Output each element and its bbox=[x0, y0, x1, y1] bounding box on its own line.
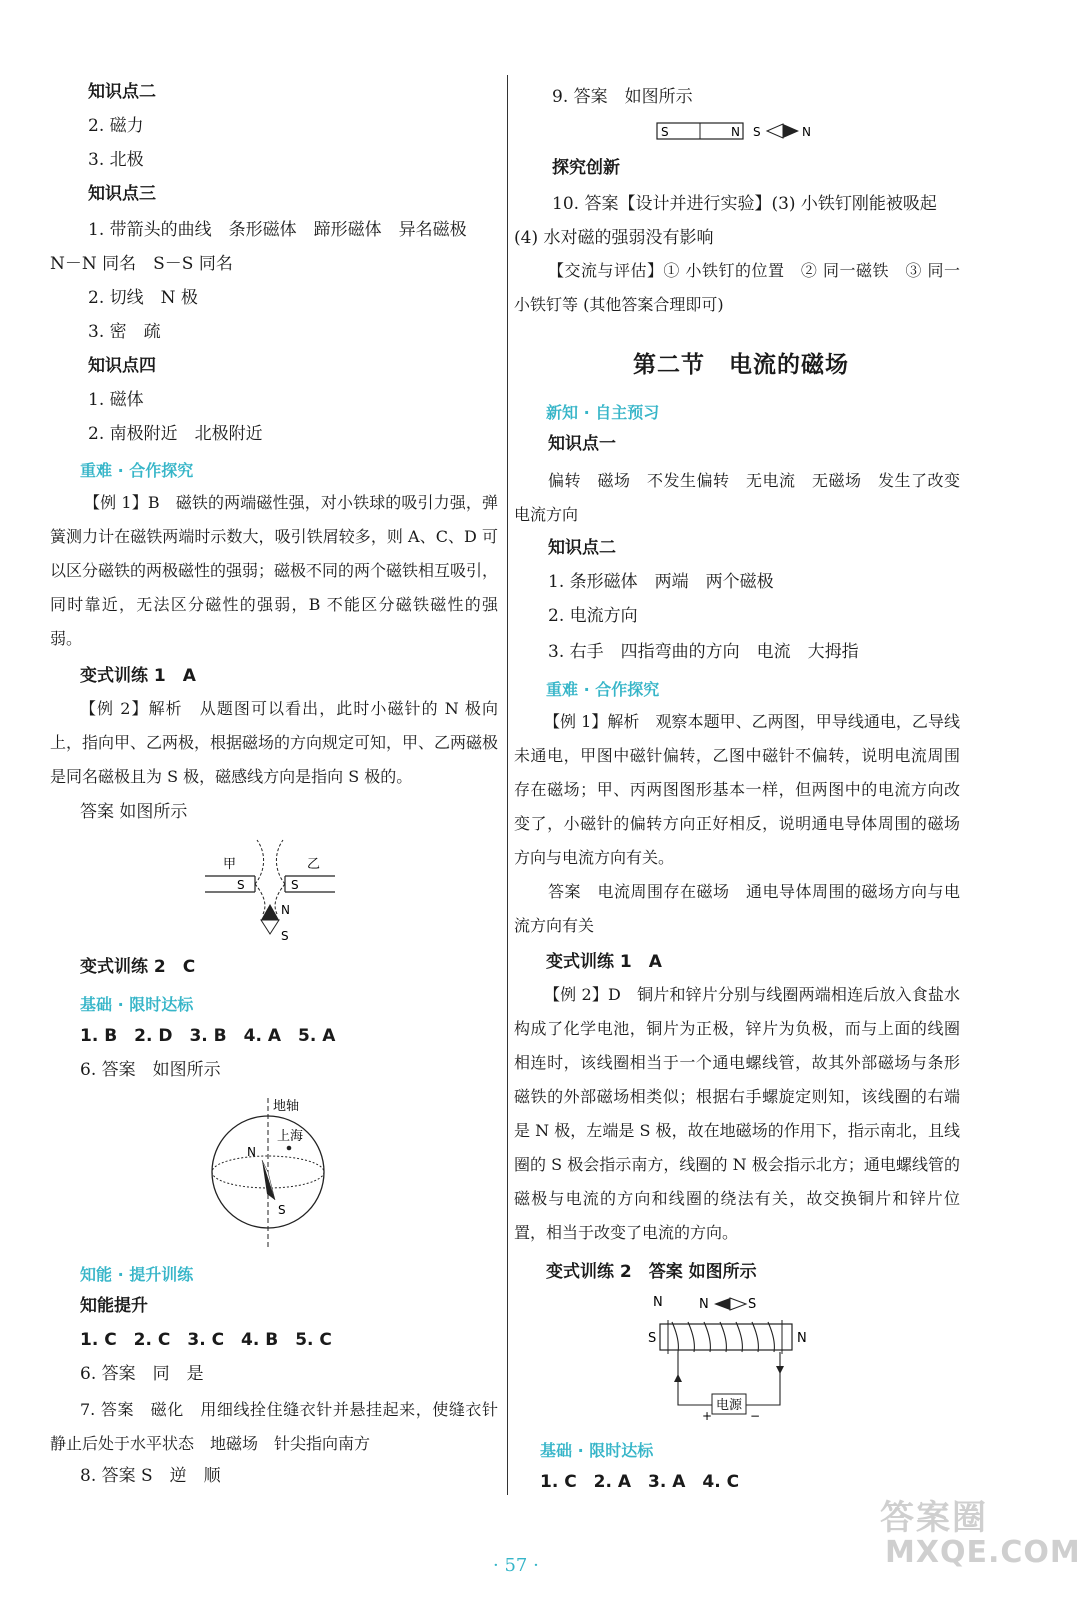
answer-line: 答案 如图所示 bbox=[80, 802, 188, 822]
answer-line: 2. 电流方向 bbox=[548, 606, 638, 626]
label-s2: S bbox=[753, 125, 761, 139]
answer-line: 1. C 2. A 3. A 4. C bbox=[540, 1472, 740, 1492]
answer-line: 3. 北极 bbox=[88, 150, 144, 170]
magnet-field-figure bbox=[195, 832, 345, 947]
section-label: 重难 · 合作探究 bbox=[80, 461, 194, 480]
section-label: 知能 · 提升训练 bbox=[80, 1265, 194, 1284]
variant-training-1: 变式训练 1 A bbox=[546, 952, 662, 972]
answer-line: 2. 切线 N 极 bbox=[88, 288, 198, 308]
answer-line: 3. 密 疏 bbox=[88, 322, 161, 342]
answer-line: 9. 答案 如图所示 bbox=[552, 87, 693, 107]
example-2: 【例 2】解析 从题图可以看出，此时小磁针的 N 极向上，指向甲、乙两极，根据磁场的方向规定可知，甲、乙两磁极是同名磁极且为 S 极，磁感线方向是指向 S 极的。 bbox=[50, 699, 499, 786]
label-jia: 甲 bbox=[223, 857, 237, 872]
label-s: S bbox=[278, 1203, 286, 1217]
heading-knowledge-2: 知识点二 bbox=[88, 82, 156, 102]
answer-line: 1. 磁体 bbox=[88, 390, 144, 410]
answer-ex1: 答案 电流周围存在磁场 通电导体周围的磁场方向与电流方向有关 bbox=[514, 882, 960, 935]
answer-line: 1. 条形磁体 两端 两个磁极 bbox=[548, 572, 774, 592]
answer-7: 7. 答案 磁化 用细线拴住缝衣针并悬挂起来，使缝衣针静止后处于水平状态 地磁场 针尖指向南方 bbox=[50, 1400, 498, 1453]
label-n-top: N bbox=[699, 1297, 709, 1312]
label-minus: − bbox=[750, 1409, 761, 1423]
heading-ability: 知能提升 bbox=[80, 1296, 148, 1316]
label-s-bottom: S bbox=[281, 929, 289, 943]
label-yi: 乙 bbox=[307, 857, 321, 872]
section-label: 基础 · 限时达标 bbox=[80, 995, 194, 1014]
heading-knowledge-2: 知识点二 bbox=[548, 538, 616, 558]
answer-line: 1. B 2. D 3. B 4. A 5. A bbox=[80, 1026, 336, 1046]
earth-axis-figure bbox=[205, 1090, 345, 1250]
answer-line: 6. 答案 同 是 bbox=[80, 1364, 204, 1384]
answer-line: 10. 答案【设计并进行实验】(3) 小铁钉刚能被吸起 bbox=[552, 194, 937, 214]
answer-line: 3. 右手 四指弯曲的方向 电流 大拇指 bbox=[548, 642, 859, 662]
answer-line: 6. 答案 如图所示 bbox=[80, 1060, 221, 1080]
section-title: 第二节 电流的磁场 bbox=[633, 352, 849, 378]
label-axis: 地轴 bbox=[273, 1099, 300, 1114]
label-n: N bbox=[281, 903, 290, 917]
variant-training-2: 变式训练 2 答案 如图所示 bbox=[546, 1262, 757, 1282]
answer-line: 8. 答案 S 逆 顺 bbox=[80, 1466, 221, 1486]
heading-knowledge-1: 知识点一 bbox=[548, 434, 616, 454]
label-n: N bbox=[247, 1145, 256, 1159]
answer-line: 2. 南极附近 北极附近 bbox=[88, 424, 263, 444]
label-plus: + bbox=[702, 1409, 713, 1423]
section-label: 新知 · 自主预习 bbox=[546, 403, 660, 422]
answer-k1: 偏转 磁场 不发生偏转 无电流 无磁场 发生了改变 电流方向 bbox=[514, 471, 977, 524]
label-n2: N bbox=[802, 125, 811, 139]
answer-line: 1. C 2. C 3. C 4. B 5. C bbox=[80, 1330, 332, 1350]
label-n: N bbox=[731, 125, 740, 139]
bar-magnet-figure bbox=[655, 120, 825, 142]
label-s-left: S bbox=[237, 878, 245, 892]
heading-knowledge-4: 知识点四 bbox=[88, 356, 156, 376]
heading-explore: 探究创新 bbox=[552, 158, 620, 178]
section-label: 基础 · 限时达标 bbox=[540, 1441, 654, 1460]
solenoid-circuit-figure bbox=[642, 1290, 822, 1424]
answer-line: 2. 磁力 bbox=[88, 116, 144, 136]
label-n-top: N bbox=[653, 1295, 663, 1310]
label-s: S bbox=[648, 1331, 657, 1346]
label-s-right: S bbox=[291, 878, 299, 892]
example-2-right: 【例 2】D 铜片和锌片分别与线圈两端相连后放入食盐水构成了化学电池，铜片为正极，锌片为负极，而与上面的线圈相连时，该线圈相当于一个通电螺线管，故其外部磁场与条形磁铁的外部磁场相类似；根据右手螺旋定则知，该线圈的右端是 N 极，左端是 S 极，故在地磁场的作用下，指示南北，且线圈的 S 极会指示南方，线圈的 N 极会指示北方；通电螺线管的磁极与电流的方向和线圈的绕法有关，故交换铜片和锌片位置，相当于改变了电流的方向。 bbox=[514, 985, 960, 1242]
example-1-right: 【例 1】解析 观察本题甲、乙两图，甲导线通电，乙导线未通电，甲图中磁针偏转，乙图中磁针不偏转，说明电流周围存在磁场；甲、丙两图图形基本一样，但两图中的电流方向改变了，小磁针的偏转方向正好相反，说明通电导体周围的磁场方向与电流方向有关。 bbox=[514, 712, 960, 867]
watermark: 答案圈 bbox=[880, 1498, 988, 1538]
page-number: · 57 · bbox=[493, 1555, 539, 1576]
column-divider bbox=[507, 75, 508, 1495]
label-s: S bbox=[661, 125, 669, 139]
watermark: MXQE.COM bbox=[885, 1535, 1081, 1570]
answer-line: (4) 水对磁的强弱没有影响 bbox=[514, 228, 714, 248]
label-power: 电源 bbox=[716, 1398, 743, 1413]
label-s-top: S bbox=[748, 1297, 757, 1312]
variant-training-2: 变式训练 2 C bbox=[80, 957, 196, 977]
example-1: 【例 1】B 磁铁的两端磁性强，对小铁球的吸引力强，弹簧测力计在磁铁两端时示数大，吸引铁屑较多，则 A、C、D 可以区分磁铁的两极磁性的强弱；磁极不同的两个磁铁相互吸引，同时靠近，无法区分磁性的强弱，B 不能区分磁铁磁性的强弱。 bbox=[50, 493, 499, 648]
variant-training-1: 变式训练 1 A bbox=[80, 666, 196, 686]
label-city: 上海 bbox=[277, 1129, 304, 1144]
answer-line: 1. 带箭头的曲线 条形磁体 蹄形磁体 异名磁极 bbox=[88, 220, 467, 240]
label-n: N bbox=[797, 1331, 807, 1346]
section-label: 重难 · 合作探究 bbox=[546, 680, 660, 699]
heading-knowledge-3: 知识点三 bbox=[88, 184, 156, 204]
answer-10-eval: 【交流与评估】① 小铁钉的位置 ② 同一磁铁 ③ 同一小铁钉等 (其他答案合理即可) bbox=[514, 261, 960, 314]
answer-line: N－N 同名 S－S 同名 bbox=[50, 254, 233, 274]
